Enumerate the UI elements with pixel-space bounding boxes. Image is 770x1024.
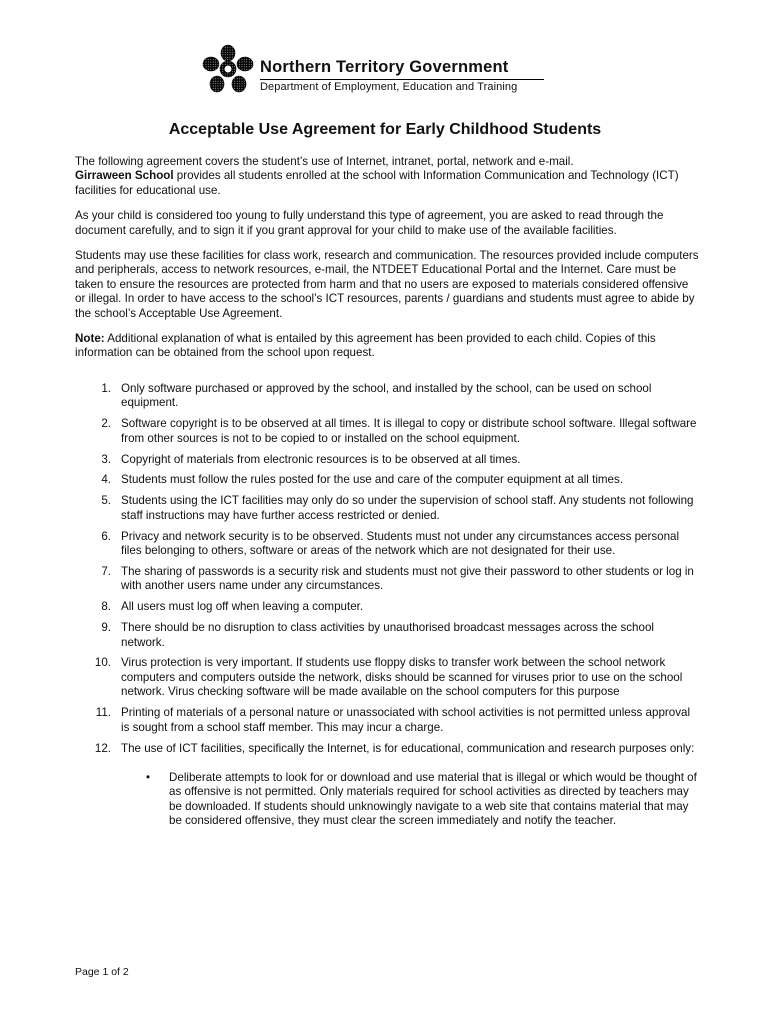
rule-number: 1. — [101, 381, 111, 395]
rule-number: 5. — [101, 494, 111, 508]
rule-number: 2. — [101, 417, 111, 431]
rule-text: Printing of materials of a personal nature or unassociated with school activities is not permitted unless approval is sought from a school staff member. This may incur a charge. — [121, 706, 691, 734]
rule-number: 8. — [101, 600, 111, 614]
rule-number: 11. — [95, 706, 111, 720]
sub-bullet-text: Deliberate attempts to look for or download and use material that is illegal or which would be thought of as offensive is not permitted. Only materials required for school activities as directed by teachers may be downloaded. If students should unknowingly navigate to a web site that contains material that may be considered offensive, they must clear the screen immediately and notify the teacher. — [169, 770, 697, 828]
dept-name: Department of Employment, Education and Training — [260, 81, 518, 93]
note-label: Note: — [75, 332, 105, 346]
intro-line-2: provides all students enrolled at the school with Information Communication and Technology (ICT) facilities for educational use. — [75, 169, 679, 197]
rule-number: 10. — [94, 656, 111, 670]
rule-text: Students must follow the rules posted for the use and care of the computer equipment at all times. — [121, 473, 624, 487]
rule-text: All users must log off when leaving a computer. — [121, 600, 364, 614]
floral-emblem-icon — [200, 44, 256, 94]
rule-item — [75, 621, 700, 650]
rule-number: 3. — [101, 452, 111, 466]
rule-item — [75, 494, 700, 523]
rule-item — [75, 742, 700, 829]
school-name: Girraween School — [75, 169, 174, 183]
rule-item — [75, 706, 700, 735]
document-title: Acceptable Use Agreement for Early Childhood Students — [168, 121, 602, 138]
rule-item — [75, 453, 700, 467]
rule-text: There should be no disruption to class activities by unauthorised broadcast messages across the school network. — [121, 621, 654, 649]
intro-paragraph-3: Students may use these facilities for class work, research and communication. The resources provided include computers and peripherals, access to network resources, e-mail, the NTDEET Educational Portal and the Internet. Care must be taken to ensure the resources are protected from harm and that no users are exposed to materials considered offensive or illegal. In order to have access to the school’s ICT resources, parents / guardians and students must agree to abide by the school’s Acceptable Use Agreement. — [75, 249, 699, 320]
rule-text: The use of ICT facilities, specifically the Internet, is for educational, communication and research purposes only: — [121, 741, 695, 755]
document-body — [75, 155, 700, 835]
rule-item — [75, 530, 700, 559]
note-text: Additional explanation of what is entailed by this agreement has been provided to each child. Copies of this information can be obtained from the school upon request. — [75, 332, 656, 360]
rule-text: Privacy and network security is to be observed. Students must not under any circumstances access personal files belonging to others, software or areas of the network which are not designated for their use. — [121, 529, 680, 558]
rule-number: 7. — [101, 564, 111, 578]
rule-text: Students using the ICT facilities may only do so under the supervision of school staff. Any students not following staff instructions may have further access restricted or denied. — [121, 494, 694, 522]
rule-number: 9. — [101, 621, 111, 635]
rule-number: 6. — [101, 529, 111, 543]
rule-item — [75, 565, 700, 594]
page-number: Page 1 of 2 — [75, 966, 129, 978]
org-name: Northern Territory Government — [260, 58, 509, 76]
rule-text: Copyright of materials from electronic resources is to be observed at all times. — [121, 452, 521, 466]
rule-text: Software copyright is to be observed at all times. It is illegal to copy or distribute school software. Illegal software from other sources is not to be copied to or installed on the school equipment. — [121, 417, 697, 445]
note-paragraph — [75, 332, 700, 361]
rule-item — [75, 382, 700, 411]
rule-number: 4. — [101, 473, 111, 487]
rule-item — [75, 600, 700, 614]
rules-list — [75, 382, 700, 829]
rule-number: 12. — [94, 741, 111, 755]
rule-text: Virus protection is very important. If students use floppy disks to transfer work between the school network computers and computers outside the network, disks should be scanned for viruses prior to use on the school network. Virus checking software will be made available on the school computers for this purpose — [121, 656, 683, 699]
intro-paragraph-2: As your child is considered too young to fully understand this type of agreement, you are asked to read through the document carefully, and to sign it if you grant approval for your child to make use of the available facilities. — [75, 209, 664, 237]
sub-bullet-item — [121, 771, 700, 829]
rule-text: The sharing of passwords is a security risk and students must not give their password to other students or log in with another users name under any circumstances. — [121, 564, 694, 593]
intro-paragraph-1 — [75, 155, 700, 198]
sub-bullet-list — [121, 771, 700, 829]
rule-item — [75, 473, 700, 487]
intro-line-1: The following agreement covers the student’s use of Internet, intranet, portal, network and e-mail. — [75, 155, 574, 168]
rule-text: Only software purchased or approved by the school, and installed by the school, can be used on school equipment. — [121, 381, 652, 410]
rule-item — [75, 417, 700, 446]
bullet-icon: • — [146, 770, 151, 784]
rule-item — [75, 656, 700, 699]
letterhead — [200, 44, 560, 100]
